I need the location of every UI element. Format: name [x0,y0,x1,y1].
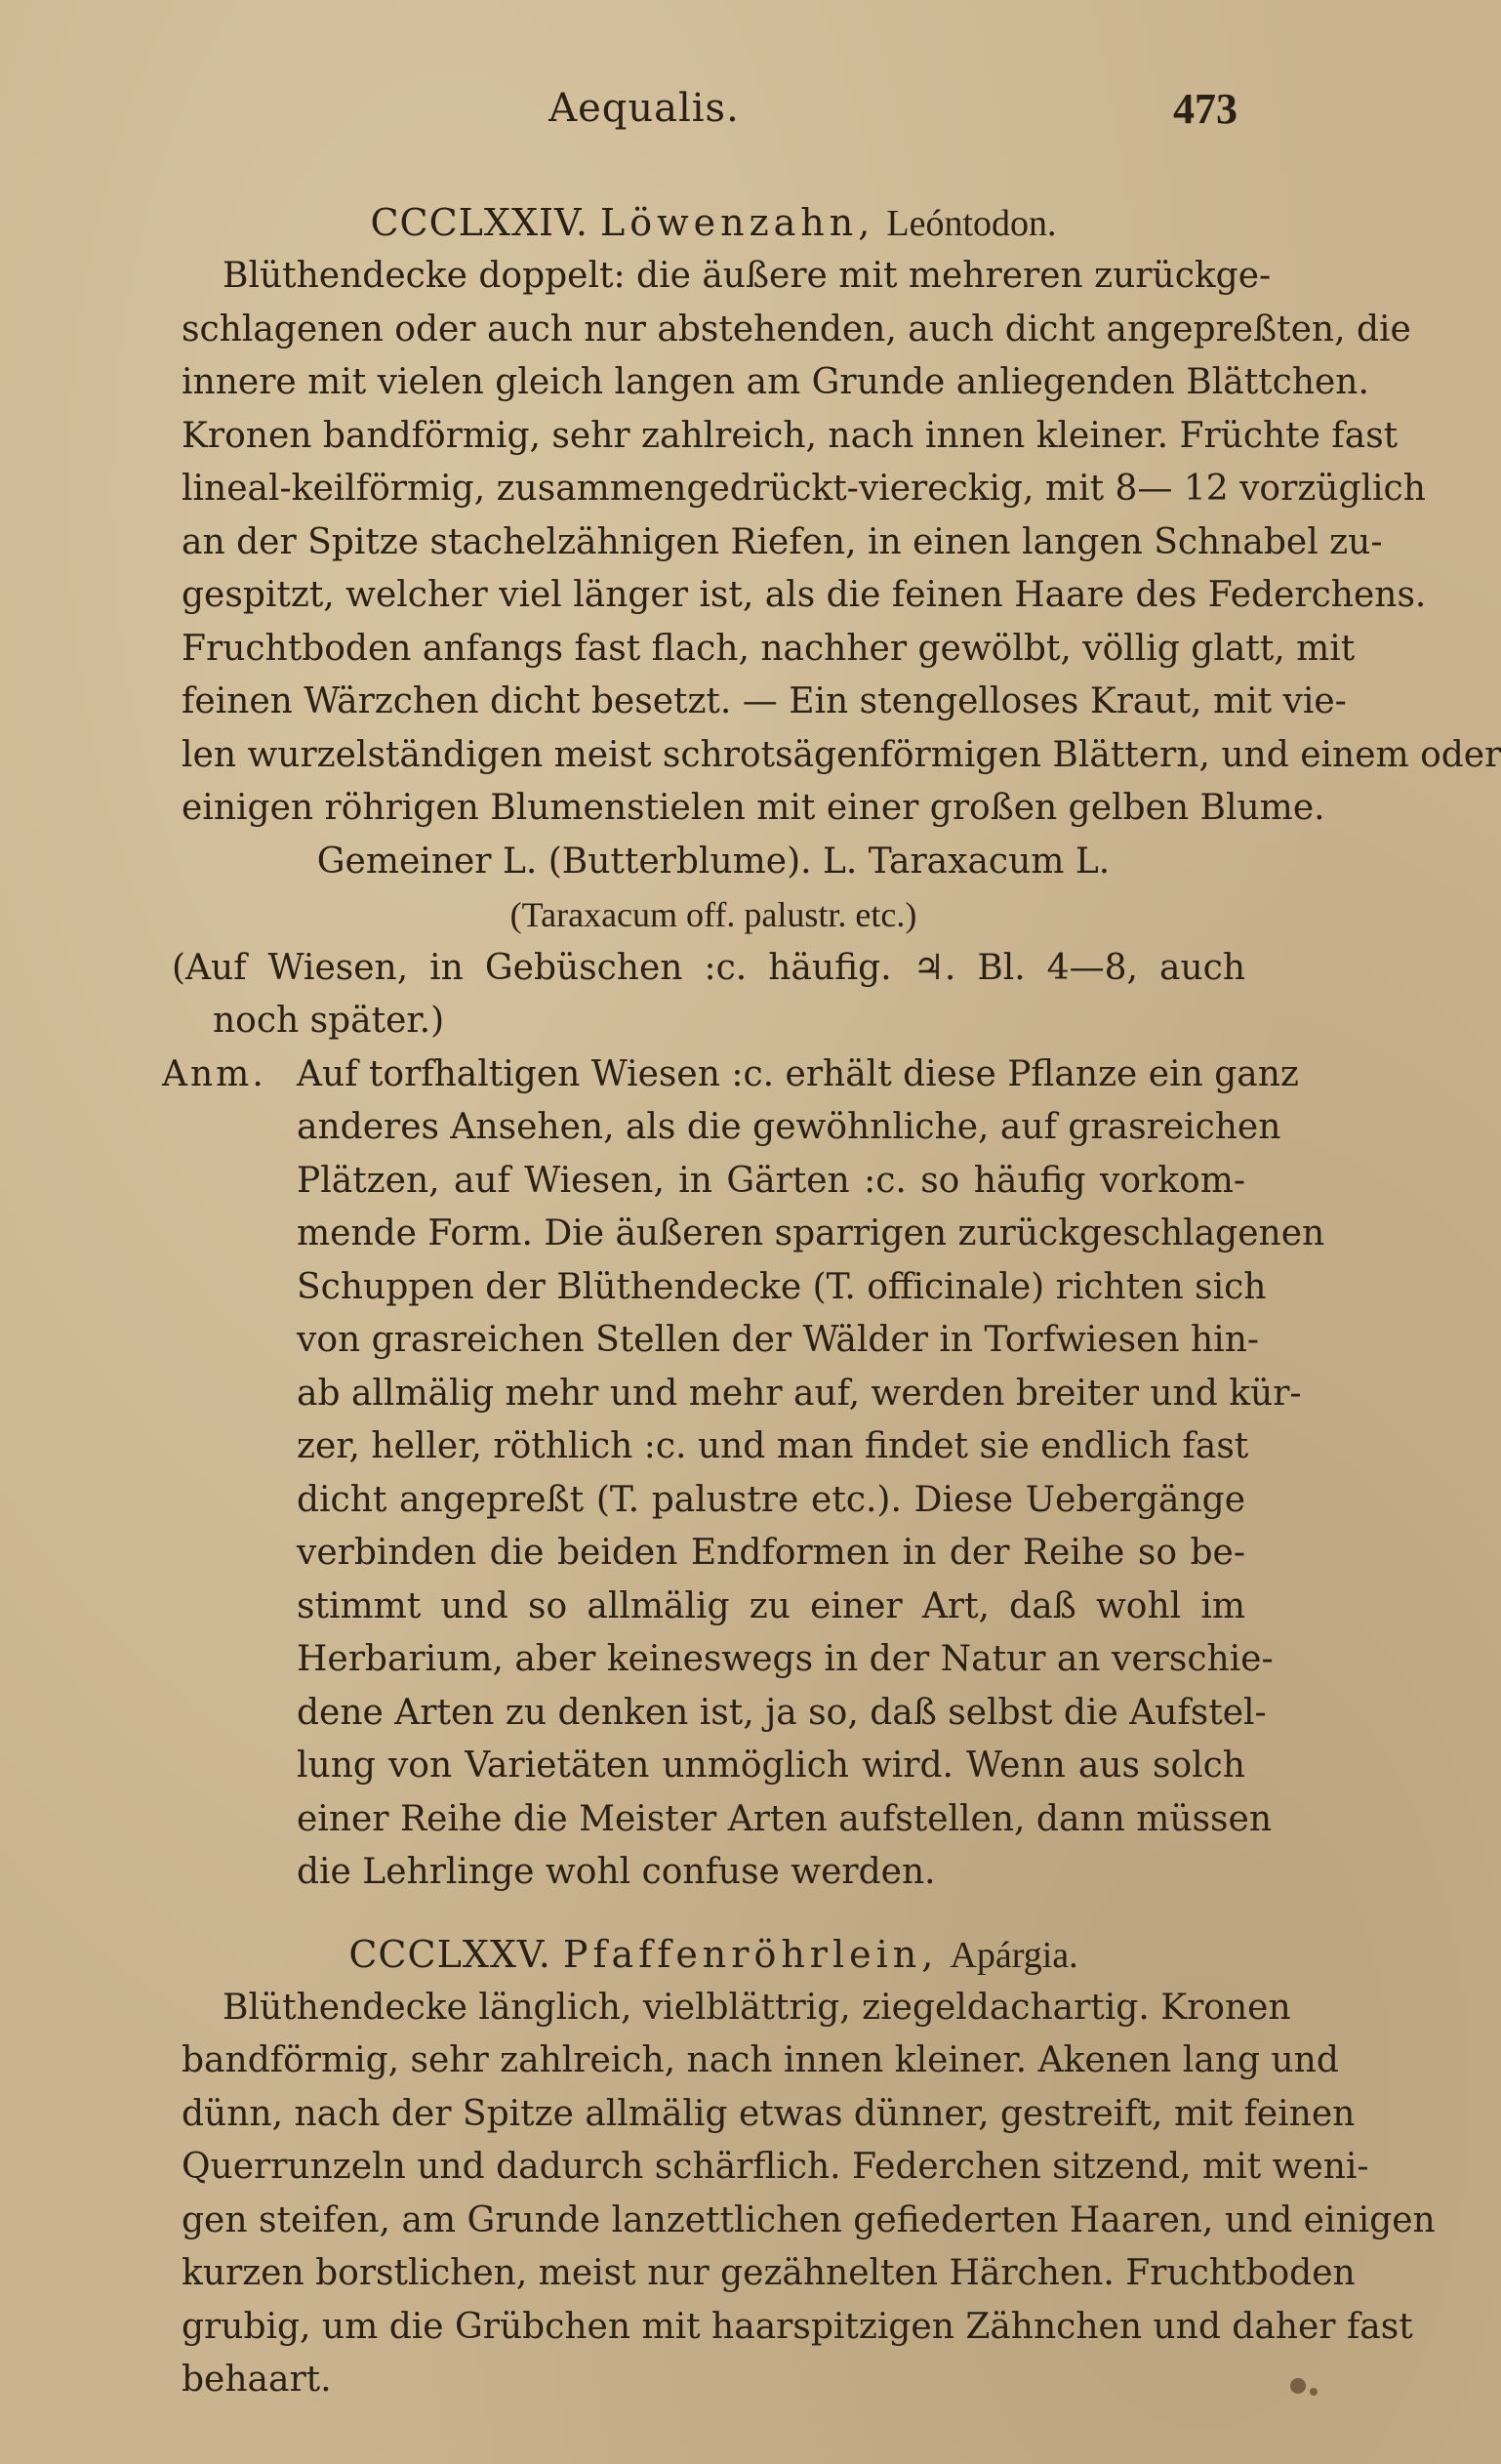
text-line: noch später.) [213,1001,445,1041]
text-line: Fruchtboden anfangs fast flach, nachher gewölbt, völlig glatt, mit [182,628,1356,669]
genus-description [182,250,1501,836]
text-line: lung von Varietäten unmöglich wird. Wenn aus solch [297,1745,1245,1786]
text-line: Blüthendecke doppelt: die äußere mit mehreren zurückge- [223,256,1272,296]
text-line: an der Spitze stachelzähnigen Riefen, in einen langen Schnabel zu- [182,521,1383,562]
habitat-info [172,942,1245,1048]
text-line: feinen Wärzchen dicht besetzt. — Ein stengelloses Kraut, mit vie- [182,681,1347,721]
text-line: (Auf Wiesen, in Gebüschen :c. häufig. ♃. Bl. 4—8, auch [172,947,1245,988]
species-name: Gemeiner L. (Butterblume). L. Taraxacum L. [316,841,1111,882]
text-line: gen steifen, am Grunde lanzettlichen gefiederten Haaren, und einigen [182,2199,1436,2240]
text-line: Schuppen der Blüthendecke (T. officinale) richten sich [297,1266,1267,1307]
section-heading-leontodon [182,195,1245,250]
text-line: zer, heller, röthlich :c. und man findet sie endlich fast [297,1426,1249,1466]
text-line: anderes Ansehen, als die gewöhnliche, auf grasreichen [297,1107,1281,1147]
text-line: dicht angepreßt (T. palustre etc.). Diese Uebergänge [297,1479,1245,1520]
body-text [162,195,1501,2407]
text-line: die Lehrlinge wohl confuse werden. [297,1852,936,1892]
section-number: CCCLXXIV. [370,201,588,244]
section-number: CCCLXXV. [348,1932,551,1976]
text-line: innere mit vielen gleich langen am Grunde anliegenden Blättchen. [182,362,1369,402]
species-synonym: (Taraxacum off. palustr. etc.) [509,895,917,934]
text-line: dene Arten zu denken ist, ja so, daß selbst die Aufstel- [297,1692,1267,1733]
text-line: behaart. [182,2360,332,2400]
text-line: einer Reihe die Meister Arten aufstellen, dann müssen [297,1798,1273,1839]
text-line: kurzen borstlichen, meist nur gezähnelten Härchen. Fruchtboden [182,2253,1356,2293]
text-line: einigen röhrigen Blumenstielen mit einer großen gelben Blume. [182,788,1325,828]
section-german-name: Löwenzahn, [600,201,875,244]
text-line: Herbarium, aber keineswegs in der Natur an verschie- [297,1639,1274,1679]
text-line: Querrunzeln und dadurch schärflich. Federchen sitzend, mit weni- [182,2147,1369,2187]
section-latin-name: Leóntodon. [886,203,1057,244]
text-line: gespitzt, welcher viel länger ist, als die feinen Haare des Federchens. [182,575,1427,615]
text-line: bandförmig, sehr zahlreich, nach innen kleiner. Akenen lang und [182,2040,1339,2080]
text-line: dünn, nach der Spitze allmälig etwas dünner, gestreift, mit feinen [182,2093,1356,2134]
text-line: grubig, um die Grübchen mit haarspitzigen Zähnchen und daher fast [182,2306,1413,2347]
text-line: verbinden die beiden Endformen in der Reihe so be- [297,1533,1245,1573]
text-line: von grasreichen Stellen der Wälder in Torfwiesen hin- [297,1320,1260,1360]
text-line: ab allmälig mehr und mehr auf, werden breiter und kür- [297,1373,1302,1414]
genus-description [182,1982,1436,2407]
paper-stain [1290,2378,1306,2394]
text-line: Kronen bandförmig, sehr zahlreich, nach innen kleiner. Früchte fast [182,415,1399,456]
text-line: schlagenen oder auch nur abstehenden, auch dicht angepreßten, die [182,308,1411,349]
text-line: Plätzen, auf Wiesen, in Gärten :c. so häufig vorkom- [297,1160,1245,1201]
annotation [162,1048,1325,1900]
page-number: 473 [1173,85,1237,133]
annotation-first-line [162,1048,1299,1102]
section-gap [182,1900,1245,1927]
section-heading-apargia [182,1927,1245,1982]
text-line: len wurzelständigen meist schrotsägenförmigen Blättern, und einem oder [182,734,1501,775]
page-header [0,86,1347,144]
text-line: stimmt und so allmälig zu einer Art, daß wohl im [297,1585,1245,1626]
text-line: lineal-keilförmig, zusammengedrückt-viereckig, mit 8— 12 vorzüglich [182,469,1426,509]
text-line: Blüthendecke länglich, vielblättrig, ziegeldachartig. Kronen [223,1987,1291,2028]
text-line: Auf torfhaltigen Wiesen :c. erhält diese Pflanze ein ganz [297,1053,1299,1094]
running-title: Aequalis. [548,86,740,131]
paper-stain [1310,2388,1318,2396]
section-german-name: Pfaffenröhrlein, [562,1932,939,1976]
annotation-label: Anm. [162,1053,266,1094]
section-latin-name: Apárgia. [950,1934,1078,1976]
text-line: mende Form. Die äußeren sparrigen zurückgeschlagenen [297,1213,1325,1253]
